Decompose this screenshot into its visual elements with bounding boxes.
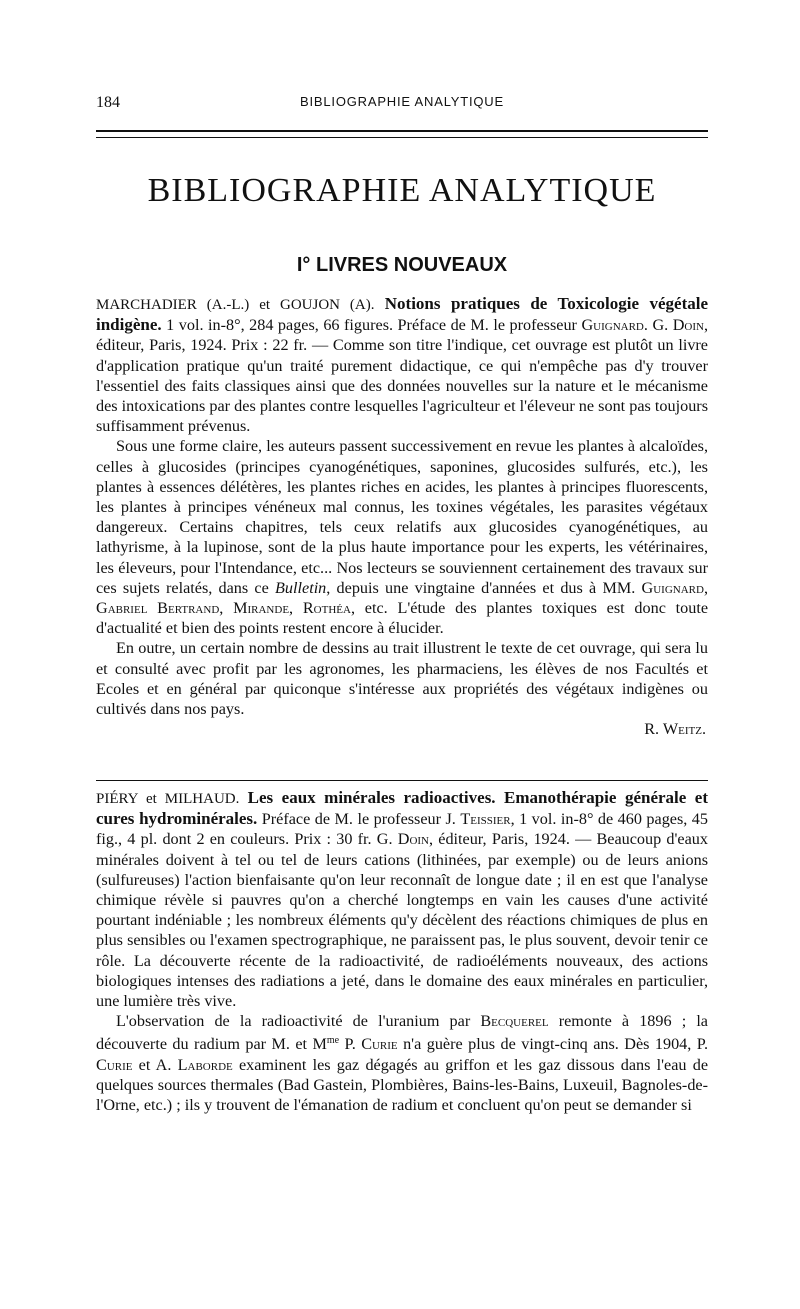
running-title: BIBLIOGRAPHIE ANALYTIQUE bbox=[300, 94, 504, 109]
superscript-me: me bbox=[326, 1035, 340, 1047]
review-2-para-2-text-a: L'observation de la radioactivité de l'uranium par bbox=[116, 1012, 481, 1031]
review-1-para-2-text-a: Sous une forme claire, les auteurs passent successivement en revue les plantes à alcaloïdes, celles à glucosides (principes cyanogénétiques, saponines, glucosides sulfurés, etc.), les plantes à essences délétères, les plantes riches en acides, les plantes à principes fluorescents, les plantes à principes vénéneux mal connus, les toxines végétales, les parasites végétaux dangereux. Certains chapitres, tels ceux relatifs aux glucosides cyanogénétiques, au lathyrisme, à la lupinose, sont de la plus haute importance pour les experts, les vétérinaires, les éleveurs, pour l'Intendance, etc... Nos lecteurs se souviennent certainement des travaux sur ces sujets relatés, dans ce bbox=[96, 437, 708, 597]
review-2-para-2-text-b: remonte à 1896 ; la découverte du radium par M. et M bbox=[96, 1012, 708, 1054]
review-1-prefacer: Guignard bbox=[581, 316, 644, 335]
review-2-book-title: Les eaux minérales radioactives. Emanothérapie générale et cures hydrominérales. bbox=[96, 788, 709, 829]
review-2-prefacer: Teissier bbox=[460, 810, 511, 829]
review-2-para-2-text-e: et A. bbox=[132, 1055, 178, 1074]
review-1-para-2-text-c: , etc. L'étude des plantes toxiques est donc toute d'actualité et bien des points restent encore à élucider. bbox=[96, 599, 709, 638]
review-2-authors: PIÉRY et MILHAUD. bbox=[96, 791, 240, 807]
review-2-para-1 bbox=[96, 788, 708, 1011]
review-1-details-a: 1 vol. in-8°, 284 pages, 66 figures. Préface de M. le professeur bbox=[161, 316, 582, 335]
page-number: 184 bbox=[96, 94, 120, 111]
review-2-details-b: , 1 vol. in-8° de 460 pages, 45 fig., 4 pl. dont 2 en couleurs. Prix : 30 fr. G. bbox=[96, 810, 708, 849]
review-1-authors: MARCHADIER (A.-L.) et GOUJON (A). bbox=[96, 297, 375, 313]
name-curie-2: Curie bbox=[96, 1055, 133, 1074]
separator: , bbox=[219, 599, 234, 618]
review-1-signature: R. Weitz. bbox=[644, 720, 706, 739]
section-title: I° LIVRES NOUVEAUX bbox=[296, 254, 508, 276]
separator: , bbox=[703, 578, 708, 597]
review-1-details-b: . G. bbox=[643, 316, 673, 335]
page-header bbox=[96, 94, 708, 116]
review-1-para-1 bbox=[96, 294, 708, 436]
review-2 bbox=[96, 788, 708, 1115]
review-1-publisher: Doin bbox=[672, 316, 704, 335]
review-1-para-2 bbox=[96, 436, 708, 638]
review-2-para-2 bbox=[96, 1011, 708, 1115]
main-title: BIBLIOGRAPHIE ANALYTIQUE bbox=[147, 172, 657, 209]
review-1 bbox=[96, 294, 708, 739]
review-2-para-2-text-d: n'a guère plus de vingt-cinq ans. Dès 1904, P. bbox=[397, 1035, 708, 1054]
review-1-book-title: Notions pratiques de Toxicologie végétale indigène. bbox=[96, 294, 708, 335]
review-2-details-c: , éditeur, Paris, 1924. — Beaucoup d'eaux minérales doivent à tel ou tel de leurs cations (lithinées, par exemple) ou de leurs anions (sulfureuses) l'action bienfaisante qu'on leur reconnaît de longue date ; il en est que l'analyse chimique révèle si pauvres qu'on a cherché longtemps en vain les causes d'une activité pourtant indéniable ; les nombreux éléments qu'y décèlent des réactions chimiques de plus en plus sensibles ou l'examen spectrographique, ne paraissent pas, le plus souvent, devoir tenir ce rôle. La découverte récente de la radioactivité, de radioéléments nouveaux, des actions biologiques intenses des radiations a jeté, dans le domaine des eaux minérales en particulier, une lumière très vive. bbox=[96, 830, 708, 1011]
header-rule-thin bbox=[96, 137, 708, 138]
review-1-details-c: , éditeur, Paris, 1924. Prix : 22 fr. — Comme son titre l'indique, cet ouvrage est plutôt un livre d'application pratique qu'un traité purement didactique, ce qui n'empêche pas d'y trouver l'essentiel des faits classiques ainsi que des données nouvelles sur la nature et le mécanisme des intoxications par des plantes contre lesquelles l'agriculteur et l'éleveur ne sont pas toujours suffisamment prévenus. bbox=[96, 316, 708, 436]
review-2-para-2-text-f: examinent les gaz dégagés au griffon et les gaz dissous dans l'eau de quelques sources thermales (Bad Gastein, Plombières, Bains-les-Bains, Luxeuil, Bagnoles-de-l'Orne, etc.) ; ils y trouvent de l'émanation de radium et concluent qu'on peut se demander si bbox=[96, 1055, 708, 1115]
review-1-para-3: En outre, un certain nombre de dessins au trait illustrent le texte de cet ouvrage, qui sera lu et consulté avec profit par les agronomes, les pharmaciens, les élèves de nos Facultés et Ecoles et en général par quiconque s'intéresse aux propriétés des végétaux indigènes ou cultivés dans nos pays. bbox=[96, 639, 708, 719]
review-2-publisher: Doin bbox=[397, 830, 429, 849]
name-mirande: Mirande bbox=[233, 599, 290, 618]
name-curie-1: Curie bbox=[361, 1035, 398, 1054]
name-becquerel: Becquerel bbox=[480, 1012, 549, 1031]
separator: , bbox=[289, 599, 303, 618]
review-2-para-2-text-c: P. bbox=[339, 1035, 362, 1054]
review-1-para-2-text-b: , depuis une vingtaine d'années et dus à MM. bbox=[326, 578, 642, 597]
header-rule-thick bbox=[96, 130, 708, 132]
review-1-bulletin: Bulletin bbox=[275, 578, 327, 597]
name-rothea: Rothéa bbox=[302, 599, 351, 618]
review-separator bbox=[96, 780, 708, 781]
name-bertrand: Gabriel Bertrand bbox=[96, 599, 220, 618]
name-laborde: Laborde bbox=[177, 1055, 233, 1074]
name-guignard: Guignard bbox=[641, 578, 704, 597]
review-2-details-a: Préface de M. le professeur J. bbox=[257, 810, 461, 829]
